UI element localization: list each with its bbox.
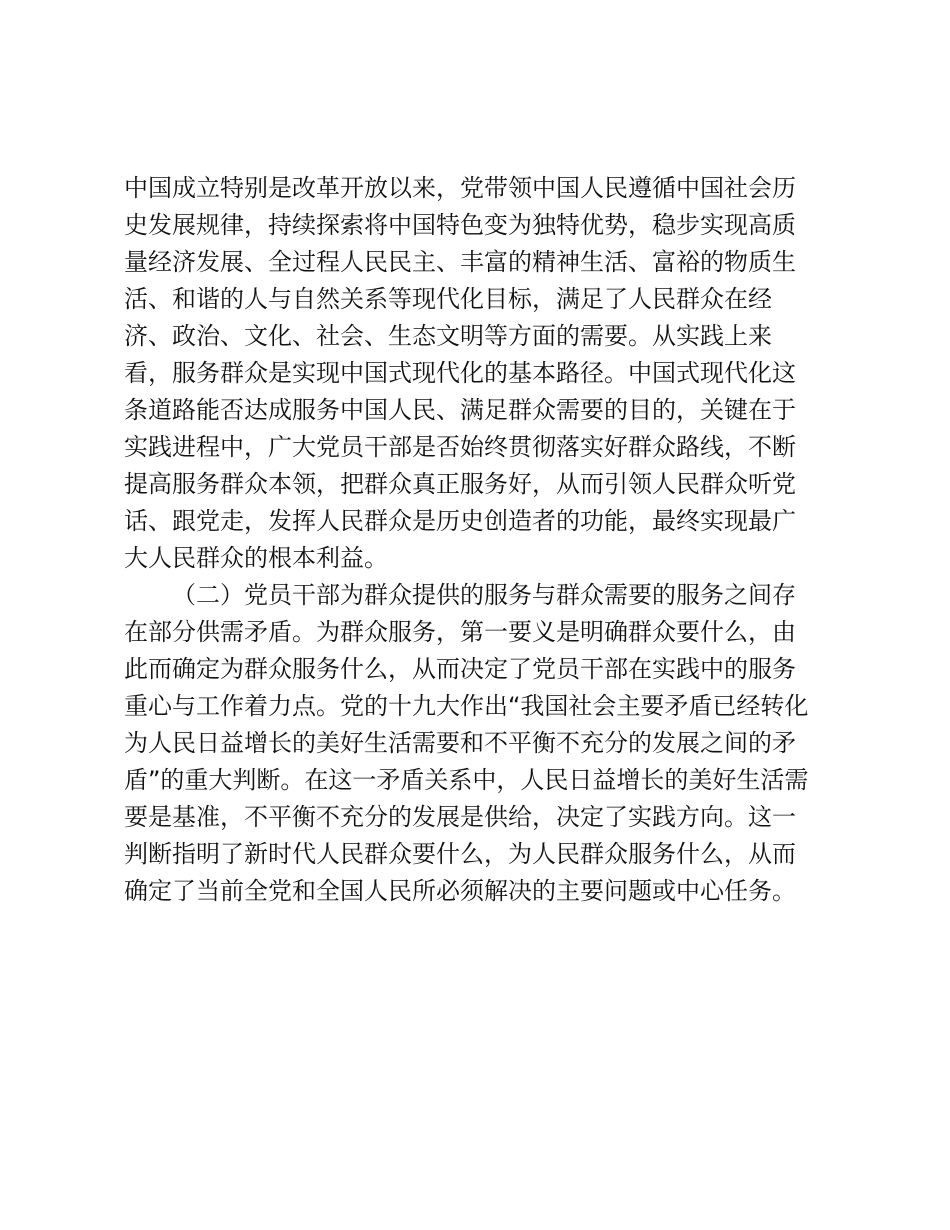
- text-line: （二）党员干部为群众提供的服务与群众需要的服务之间存: [172, 581, 796, 609]
- text-line: 判断指明了新时代人民群众要什么，为人民群众服务什么，从而: [124, 840, 796, 868]
- text-line: 史发展规律，持续探索将中国特色变为独特优势，稳步实现高质: [124, 211, 796, 239]
- text-line: 提高服务群众本领，把群众真正服务好，从而引领人民群众听党: [124, 470, 796, 498]
- text-line: 要是基准，不平衡不充分的发展是供给，决定了实践方向。这一: [124, 803, 796, 831]
- text-line: 重心与工作着力点。党的十九大作出“我国社会主要矛盾已经转化: [124, 692, 809, 720]
- text-line: 话、跟党走，发挥人民群众是历史创造者的功能，最终实现最广: [124, 507, 796, 535]
- text-line: 在部分供需矛盾。为群众服务，第一要义是明确群众要什么，由: [124, 618, 796, 646]
- text-line: 盾”的重大判断。在这一矛盾关系中，人民日益增长的美好生活需: [124, 766, 809, 794]
- paragraph-2: [124, 577, 834, 910]
- text-line: 条道路能否达成服务中国人民、满足群众需要的目的，关键在于: [124, 396, 796, 424]
- text-line: 实践进程中，广大党员干部是否始终贯彻落实好群众路线，不断: [124, 433, 796, 461]
- text-line: 济、政治、文化、社会、生态文明等方面的需要。从实践上来: [124, 322, 772, 350]
- text-line: 为人民日益增长的美好生活需要和不平衡不充分的发展之间的矛: [124, 729, 796, 757]
- text-line: 量经济发展、全过程人民民主、丰富的精神生活、富裕的物质生: [124, 248, 796, 276]
- text-line: 确定了当前全党和全国人民所必须解决的主要问题或中心任务。: [124, 877, 796, 905]
- text-line: 此而确定为群众服务什么，从而决定了党员干部在实践中的服务: [124, 655, 796, 683]
- paragraph-1: [124, 170, 834, 577]
- body-text: [124, 170, 834, 910]
- text-line: 活、和谐的人与自然关系等现代化目标，满足了人民群众在经: [124, 285, 772, 313]
- text-line: 看，服务群众是实现中国式现代化的基本路径。中国式现代化这: [124, 359, 796, 387]
- text-line: 大人民群众的根本利益。: [124, 544, 388, 572]
- text-line: 中国成立特别是改革开放以来，党带领中国人民遵循中国社会历: [124, 174, 796, 202]
